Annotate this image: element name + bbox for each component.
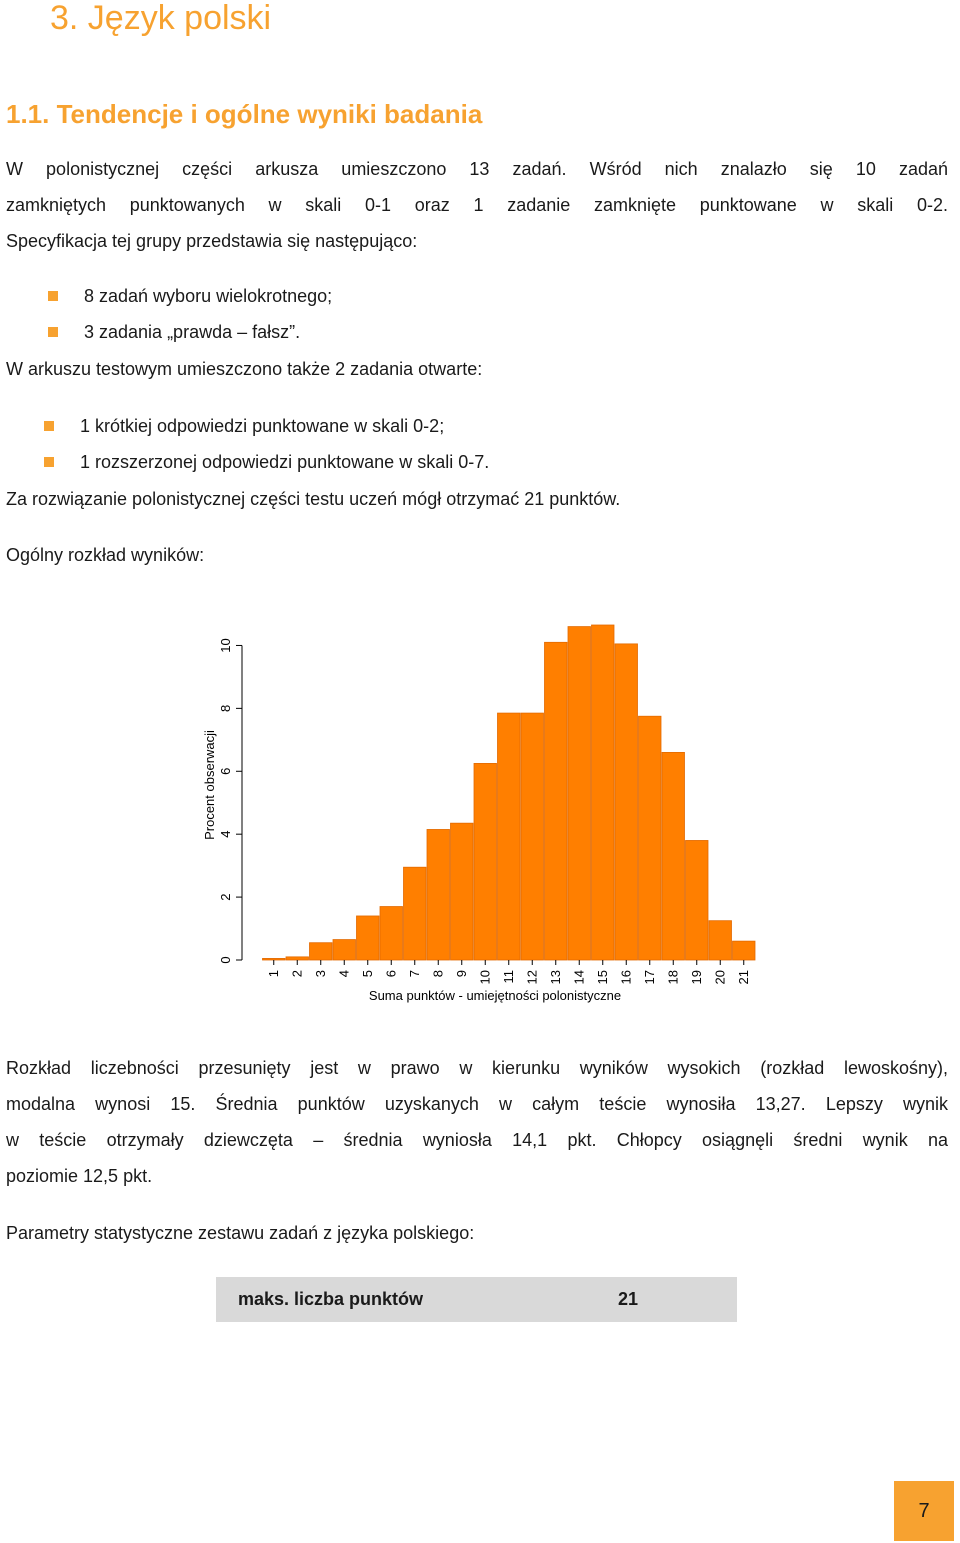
histogram-bar <box>427 829 450 960</box>
x-tick-label: 7 <box>406 970 422 978</box>
stats-value: 21 <box>618 1289 639 1309</box>
stats-label: maks. liczba punktów <box>238 1289 424 1309</box>
max-points-text: Za rozwiązanie polonistycznej części testu uczeń mógł otrzymać 21 punktów. <box>6 489 621 509</box>
intro-line-2: zamkniętych punktowanych w skali 0-1 oraz 1 zadanie zamknięte punktowane w skali 0-2. <box>6 195 948 215</box>
histogram-bar <box>639 716 662 960</box>
histogram-bar <box>592 625 615 960</box>
y-tick-label: 0 <box>218 956 233 964</box>
x-tick-label: 1 <box>265 970 281 978</box>
summary-line-4: poziomie 12,5 pkt. <box>6 1166 153 1186</box>
distribution-label: Ogólny rozkład wyników: <box>6 545 205 565</box>
x-tick-label: 18 <box>665 970 681 985</box>
y-axis-label: Procent obserwacji <box>202 730 217 840</box>
x-tick-label: 2 <box>289 970 305 978</box>
list-item <box>48 320 300 344</box>
bullet-icon <box>44 421 54 431</box>
subsection-title: 1.1. Tendencje i ogólne wyniki badania <box>6 99 483 129</box>
histogram-bar <box>709 921 732 960</box>
histogram-bar <box>357 916 380 960</box>
histogram-bar <box>733 941 756 960</box>
summary-line-1: Rozkład liczebności przesunięty jest w prawo w kierunku wyników wysokich (rozkład lewoskośny), <box>6 1058 948 1078</box>
histogram-bar <box>545 642 568 960</box>
list-item <box>44 414 444 438</box>
bullet-icon <box>44 457 54 467</box>
x-tick-label: 16 <box>618 970 634 985</box>
y-tick-label: 6 <box>218 767 233 775</box>
summary-line-2: modalna wynosi 15. Średnia punktów uzyskanych w całym teście wynosiła 13,27. Lepszy wynik <box>6 1094 948 1114</box>
histogram-bar <box>521 713 544 960</box>
x-tick-label: 19 <box>688 970 704 985</box>
histogram-bar <box>263 958 286 960</box>
list-item-text: 3 zadania „prawda – fałsz”. <box>84 322 301 342</box>
x-axis-label: Suma punktów - umiejętności polonistyczne <box>368 988 622 1003</box>
histogram-bar <box>380 907 403 960</box>
histogram-chart <box>190 600 770 1025</box>
intro-line-3: Specyfikacja tej grupy przedstawia się następująco: <box>6 231 418 251</box>
bullet-icon <box>48 327 58 337</box>
params-label: Parametry statystyczne zestawu zadań z języka polskiego: <box>6 1223 475 1243</box>
x-tick-label: 12 <box>524 970 540 985</box>
x-tick-label: 14 <box>571 970 587 985</box>
histogram-bar <box>498 713 521 960</box>
list-item-text: 1 krótkiej odpowiedzi punktowane w skali 0-2; <box>80 416 445 436</box>
histogram-bar <box>568 627 591 960</box>
histogram-bar <box>686 840 709 960</box>
x-tick-label: 6 <box>383 970 399 978</box>
histogram-bar <box>333 940 356 960</box>
y-tick-label: 10 <box>218 638 233 653</box>
list-item <box>44 450 489 474</box>
x-tick-label: 10 <box>477 970 493 985</box>
list-item-text: 1 rozszerzonej odpowiedzi punktowane w skali 0-7. <box>80 452 490 472</box>
histogram-bar <box>615 644 638 960</box>
x-tick-label: 13 <box>547 970 563 985</box>
x-tick-label: 5 <box>359 970 375 978</box>
open-tasks-intro: W arkuszu testowym umieszczono także 2 zadania otwarte: <box>6 359 483 379</box>
histogram-bar <box>404 867 427 960</box>
x-tick-label: 9 <box>453 970 469 978</box>
section-title: 3. Język polski <box>50 0 272 37</box>
y-tick-label: 4 <box>218 830 233 838</box>
x-tick-label: 17 <box>641 970 657 985</box>
summary-line-3: w teście otrzymały dziewczęta – średnia wyniosła 14,1 pkt. Chłopcy osiągnęli średni wynik na <box>6 1130 948 1150</box>
histogram-bar <box>474 763 497 960</box>
x-tick-label: 21 <box>735 970 751 985</box>
x-tick-label: 20 <box>712 970 728 985</box>
page-number: 7 <box>894 1481 954 1541</box>
x-tick-label: 3 <box>312 970 328 978</box>
histogram-bar <box>310 943 333 960</box>
histogram-bar <box>286 957 309 960</box>
y-tick-label: 8 <box>218 704 233 712</box>
list-item <box>48 284 332 308</box>
x-tick-label: 4 <box>336 970 352 978</box>
histogram-bar <box>451 823 474 960</box>
stats-table-row <box>216 1277 737 1322</box>
x-tick-label: 15 <box>594 970 610 985</box>
histogram-bar <box>662 752 685 960</box>
bullet-icon <box>48 291 58 301</box>
x-tick-label: 11 <box>500 970 516 984</box>
list-item-text: 8 zadań wyboru wielokrotnego; <box>84 286 333 306</box>
intro-line-1: W polonistycznej części arkusza umieszczono 13 zadań. Wśród nich znalazło się 10 zadań <box>6 159 948 179</box>
x-tick-label: 8 <box>430 970 446 978</box>
y-tick-label: 2 <box>218 893 233 901</box>
